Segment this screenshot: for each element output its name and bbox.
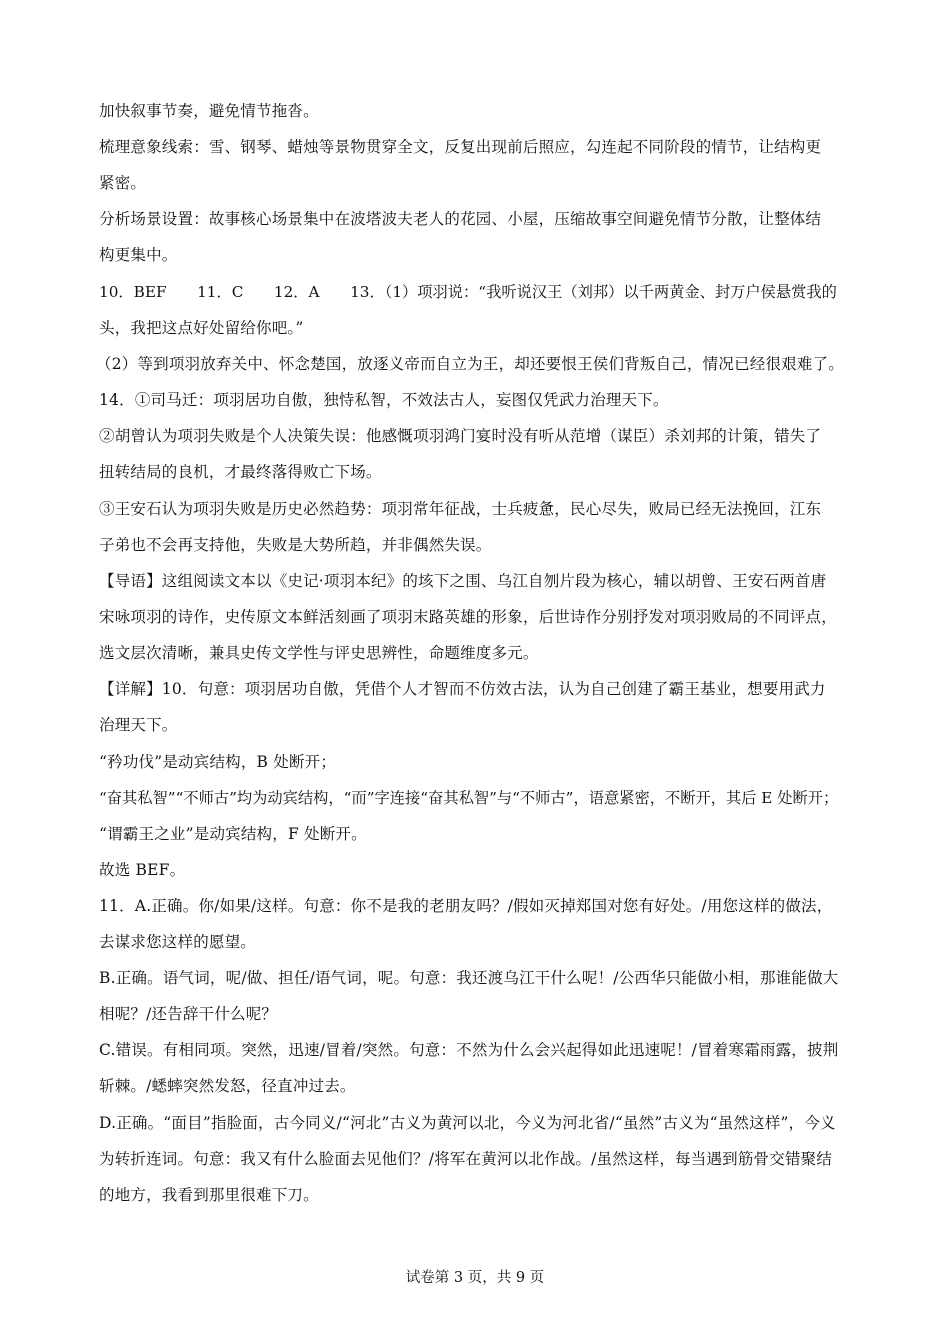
- text-line: B.正确。语气词，呢/做、担任/语气词，呢。句意：我还渡乌江干什么呢！/公西华只能做小相，那谁能做大: [99, 969, 839, 987]
- page-footer: 试卷第 3 页，共 9 页: [405, 1270, 545, 1286]
- text-line: 去谋求您这样的愿望。: [99, 933, 257, 951]
- text-line: 【详解】10．句意：项羽居功自傲，凭借个人才智而不仿效古法，认为自己创建了霸王基业，想要用武力: [99, 680, 826, 698]
- text-line: 扭转结局的良机，才最终落得败亡下场。: [99, 463, 382, 481]
- text-line: 为转折连词。句意：我又有什么脸面去见他们？/将军在黄河以北作战。/虽然这样，每当遇到筋骨交错聚结: [99, 1150, 833, 1168]
- text-line: 11．A.正确。你/如果/这样。句意：你不是我的老朋友吗？/假如灭掉郑国对您有好处。/用您这样的做法，: [99, 897, 833, 915]
- text-line: C.错误。有相同项。突然，迅速/冒着/突然。句意：不然为什么会兴起得如此迅速呢！/冒着寒霜雨露，披荆: [99, 1041, 839, 1059]
- text-line: “矜功伐”是动宾结构，B 处断开；: [99, 753, 337, 771]
- text-line: 子弟也不会再支持他，失败是大势所趋，并非偶然失误。: [99, 536, 492, 554]
- text-line: （2）等到项羽放弃关中、怀念楚国，放逐义帝而自立为王，却还要恨王侯们背叛自己，情况已经很艰难了。: [96, 355, 844, 373]
- text-line: 紧密。: [99, 174, 147, 192]
- text-line: 梳理意象线索：雪、钢琴、蜡烛等景物贯穿全文，反复出现前后照应，勾连起不同阶段的情节，让结构更: [99, 138, 822, 156]
- text-line: 加快叙事节奏，避免情节拖沓。: [99, 102, 319, 120]
- text-line: 头，我把这点好处留给你吧。”: [99, 319, 304, 337]
- text-line: 的地方，我看到那里很难下刀。: [99, 1186, 319, 1204]
- text-line: ②胡曾认为项羽失败是个人决策失误：他感慨项羽鸿门宴时没有听从范增（谋臣）杀刘邦的计策，错失了: [99, 427, 822, 445]
- text-line: 10．BEF 11．C 12．A 13．（1）项羽说：“我听说汉王（刘邦）以千两黄金、封万户侯悬赏我的: [99, 283, 837, 301]
- text-line: 相呢？/还告辞干什么呢？: [99, 1005, 278, 1023]
- text-line: “谓霸王之业”是动宾结构，F 处断开。: [99, 825, 367, 843]
- text-line: 治理天下。: [99, 716, 178, 734]
- text-line: 分析场景设置：故事核心场景集中在波塔波夫老人的花园、小屋，压缩故事空间避免情节分散，让整体结: [99, 210, 822, 228]
- text-line: D.正确。“面目”指脸面，古今同义/“河北”古义为黄河以北，今义为河北省/“虽然”古义为“虽然这样”，今义: [99, 1114, 836, 1132]
- text-line: 构更集中。: [99, 246, 178, 264]
- text-line: ③王安石认为项羽失败是历史必然趋势：项羽常年征战，士兵疲惫，民心尽失，败局已经无法挽回，江东: [99, 500, 822, 518]
- text-line: 宋咏项羽的诗作，史传原文本鲜活刻画了项羽末路英雄的形象，后世诗作分别抒发对项羽败局的不同评点，: [99, 608, 837, 626]
- text-line: “奋其私智”“不师古”均为动宾结构，“而”字连接“奋其私智”与“不师古”，语意紧密，不断开，其后 E 处断开；: [99, 789, 839, 807]
- text-line: 斩棘。/蟋蟀突然发怒，径直冲过去。: [99, 1077, 356, 1095]
- text-line: 选文层次清晰，兼具史传文学性与评史思辨性，命题维度多元。: [99, 644, 539, 662]
- text-line: 故选 BEF。: [99, 861, 186, 879]
- text-line: 14．①司马迁：项羽居功自傲，独恃私智，不效法古人，妄图仅凭武力治理天下。: [99, 391, 669, 409]
- text-line: 【导语】这组阅读文本以《史记·项羽本纪》的垓下之围、乌江自刎片段为核心，辅以胡曾、王安石两首唐: [99, 572, 827, 590]
